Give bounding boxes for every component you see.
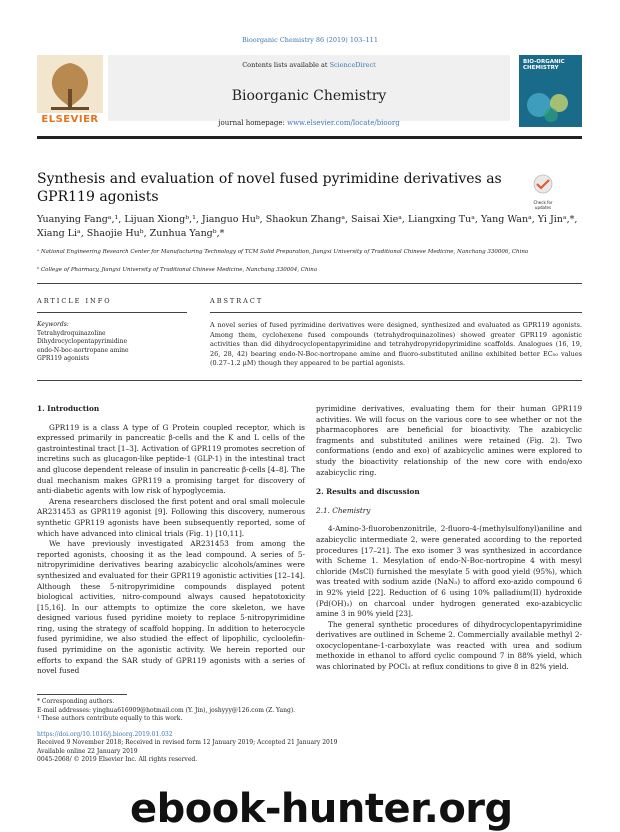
footer-block [37, 698, 582, 765]
intro-continuation: pyrimidine derivatives, evaluating them for their human GPR119 activities. We will focus on the various core to see whether or not the pharmacophores are beneficial for bioactivity. The azabicyclic fragments and substituted anilines were retained (Fig. 2). Two conformations (endo and exo) of azabicyclic amines were explored to study the bioactivity relationship of the new core with endo/exo azabicyclic ring. [316, 404, 582, 477]
journal-name: Bioorganic Chemistry [231, 88, 387, 104]
homepage-link[interactable]: www.elsevier.com/locate/bioorg [287, 119, 400, 127]
abstract-heading: ABSTRACT [210, 297, 264, 305]
results-heading: 2. Results and discussion [316, 487, 420, 497]
cover-title: BIO-ORGANIC CHEMISTRY [523, 59, 565, 71]
journal-cover-image [519, 55, 582, 127]
doi-link[interactable]: https://doi.org/10.1016/j.bioorg.2019.01.032 [37, 730, 173, 738]
header-rule [37, 136, 582, 139]
check-for-updates-label: Check for updates [533, 200, 553, 210]
sciencedirect-link[interactable]: ScienceDirect [329, 61, 376, 69]
check-for-updates-badge[interactable] [528, 174, 558, 210]
homepage-prefix: journal homepage: [218, 119, 288, 127]
affiliation-b: ᵇ College of Pharmacy, Jiangxi University of Traditional Chinese Medicine, Nanchang 330004, China [37, 267, 318, 273]
abstract-bottom-rule [37, 380, 582, 381]
keyword-item: endo-N-boc-nortropane amine [37, 346, 129, 354]
keyword-item: GPR119 agonists [37, 355, 90, 363]
contents-line [108, 61, 510, 69]
watermark-text: ebook-hunter.org [130, 786, 513, 832]
keywords-block [37, 321, 187, 364]
chemistry-paragraph: 4-Amino-3-fluorobenzonitrile, 2-fluoro-4-(methylsulfonyl)aniline and azabicyclic intermediate 2, were generated according to the reported procedures [17–21]. The exo isomer 3 was synthesized in accordance with Scheme 1. Mesylation of endo-N-Boc-nortropine 4 with mesyl chloride (MsCl) furnished the mesylate 5 with good yield (95%), which was treated with sodium azide (NaN₃) to afford exo-azido compound 6 in 92% yield [22]. Reduction of 6 using 10% palladium(II) hydroxide (Pd(OH)₂) on charcoal under hydrogen generated exo-azabicyclic amine 3 in 90% yield [23]. [316, 524, 582, 619]
copyright: 0045-2068/ © 2019 Elsevier Inc. All rights reserved. [37, 756, 198, 763]
affiliation-a: ᵃ National Engineering Research Center for Manufacturing Technology of TCM Solid Preparation, Jiangxi University of Traditional Chinese Medicine, Nanchang 330006, China [37, 249, 529, 255]
intro-paragraph: Arena researchers disclosed the first potent and oral small molecule AR231453 as GPR119 agonist [9]. Following this discovery, numerous synthetic GPR119 agonists have been subsequently reported, some of which have advanced into clinical trials (Fig. 1) [10,11]. [37, 496, 305, 538]
chemistry-subheading: 2.1. Chemistry [316, 505, 371, 515]
author-list: Yuanying Fangᵃ,¹, Lijuan Xiongᵇ,¹, Jianguo Huᵇ, Shaokun Zhangᵃ, Saisai Xieᵃ, Liangxing Tuᵃ, Yang Wanᵃ, Yi Jinᵃ,*, Xiang Liᵃ, Shaojie Huᵇ, Zunhua Yangᵇ,* [37, 214, 578, 239]
introduction-heading: 1. Introduction [37, 404, 100, 413]
online-date: Available online 22 January 2019 [37, 747, 138, 755]
elsevier-wordmark: ELSEVIER [41, 114, 99, 125]
keyword-item: Dihydrocyclopentapyrimidine [37, 338, 127, 346]
intro-paragraph: We have previously investigated AR231453 from among the reported agonists, choosing it as the lead compound. A series of 5-nitropyrimidine derivatives bearing azabicyclic alcohols/amines were synthesized and evaluated for their GPR119 agonistic activities [12–14]. Although these 5-nitropyrimidine compounds displayed potent biological activities, nitro-compound always caused hepatotoxicity [15,16]. In our attempts to optimize the core skeleton, we have designed various fused pyridine moiety to replace 5-nitropyrimidine ring, using the strategy of scaffold hopping. In addition to heterocycle fused pyrimidine, we also studied the effect of lipophilic, cycloolefin-fused pyrimidine on the agonistic activity. We herein reported our efforts to expand the SAR study of GPR119 agonists with a series of novel fused [37, 539, 305, 676]
abstract-text: A novel series of fused pyrimidine derivatives were designed, synthesized and evaluated as GPR119 agonists. Among them, cyclohexene fused compounds (tetrahydroquinazolines) showed greater GPR119 agonistic activities than did dihydrocyclopentapyrimidine and tetrahydropyridopyrimidine scaffolds. Analogues (16, 19, 26, 28, 42) bearing endo-N-Boc-nortropane amine and fluoro-substituted aniline exhibited better EC₅₀ values (0.27–1.2 μM) though they appeared to be partial agonists. [210, 321, 582, 368]
corresponding-note: * Corresponding authors. [37, 698, 115, 705]
received-dates: Received 9 November 2018; Received in revised form 12 January 2019; Accepted 21 January 2019 [37, 739, 338, 746]
left-column [37, 404, 305, 677]
email-note: E-mail addresses: yinghua616909@hotmail.com (Y. Jin), joshyyy@126.com (Z. Yang). [37, 706, 296, 714]
article-info-rule [37, 312, 187, 313]
journal-homepage [108, 119, 510, 127]
footnote-rule [37, 694, 127, 695]
keywords-label: Keywords: [37, 321, 69, 328]
equal-contribution-note: ¹ These authors contribute equally to this work. [37, 715, 183, 722]
article-info-heading: ARTICLE INFO [37, 297, 112, 305]
chemistry-paragraph: The general synthetic procedures of dihydrocyclopentapyrimidine derivatives are outlined in Scheme 2. Commercially available methyl 2-oxocyclopentane-1-carboxylate was reacted with urea and sodium methoxide in ethanol to afford cyclic compound 7 in 88% yield, which was chlorinated by POCl₃ at reflux conditions to give 8 in 82% yield. [316, 619, 582, 672]
keyword-item: Tetrahydroquinazoline [37, 329, 106, 337]
article-title: Synthesis and evaluation of novel fused pyrimidine derivatives as GPR119 agonists [37, 171, 502, 205]
elsevier-logo [37, 55, 103, 127]
journal-citation-link[interactable]: Bioorganic Chemistry 86 (2019) 103–111 [242, 36, 378, 44]
intro-paragraph: GPR119 is a class A type of G Protein coupled receptor, which is expressed primarily in pancreatic β-cells and the K and L cells of the gastrointestinal tract [1–3]. Activation of GPR119 promotes secretion of incretins such as glucagon-like peptide-1 (GLP-1) in the intestinal tract and glucose dependent release of insulin in pancreatic β-cells [4–8]. The dual mechanism makes GPR119 a promising target for discovery of anti-diabetic agents with low risk of hypoglycemia. [37, 422, 305, 496]
affiliation-divider [37, 283, 582, 284]
abstract-rule [210, 312, 582, 313]
contents-prefix: Contents lists available at [242, 61, 330, 69]
right-column [316, 404, 582, 673]
